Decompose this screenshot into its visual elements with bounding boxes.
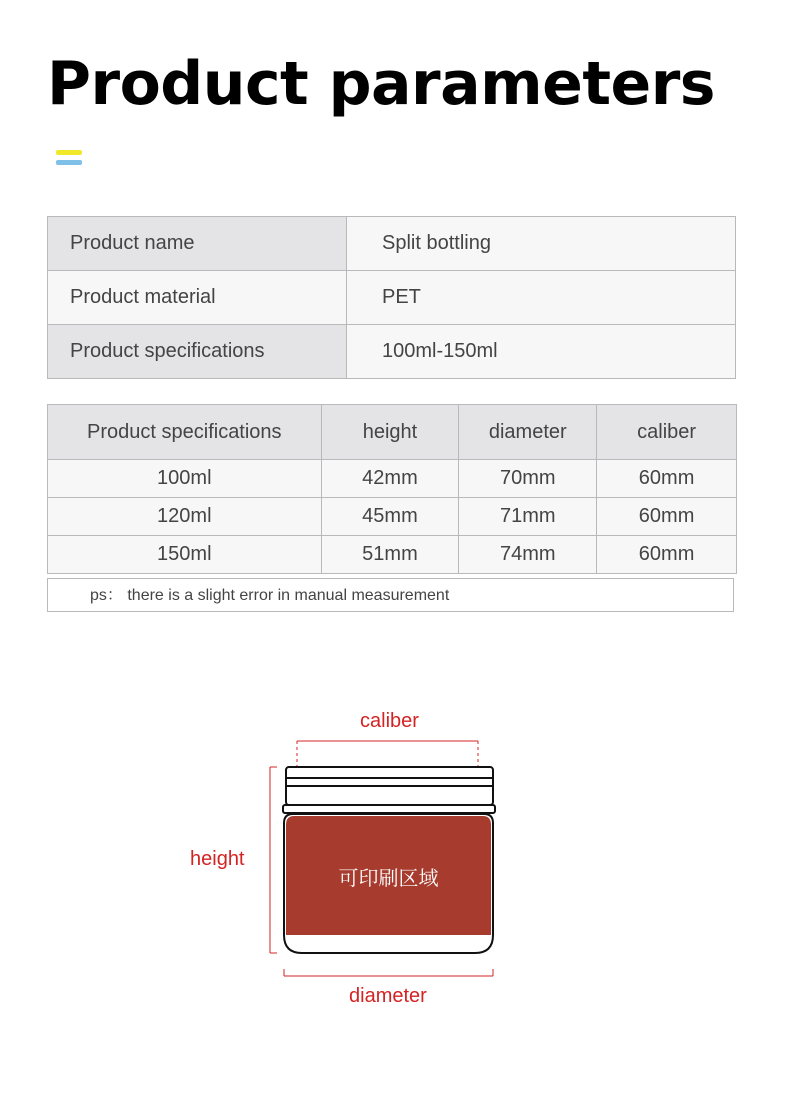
param-value: 100ml-150ml: [347, 325, 736, 379]
diameter-bracket: [284, 969, 493, 976]
table-cell: 74mm: [459, 536, 597, 574]
table-cell: 60mm: [597, 498, 737, 536]
height-bracket: [270, 767, 277, 953]
caliber-label: caliber: [360, 710, 419, 732]
param-label: Product specifications: [48, 325, 347, 379]
param-label: Product material: [48, 271, 347, 325]
param-value: PET: [347, 271, 736, 325]
table-cell: 42mm: [321, 460, 459, 498]
table-cell: 100ml: [48, 460, 322, 498]
column-header: Product specifications: [48, 405, 322, 460]
measurement-note: ps： there is a slight error in manual measurement: [47, 578, 734, 612]
print-area-label: 可印刷区域: [338, 866, 439, 890]
table-cell: 70mm: [459, 460, 597, 498]
table-cell: 60mm: [597, 460, 737, 498]
table-cell: 60mm: [597, 536, 737, 574]
jar-cap: [283, 767, 495, 813]
column-header: height: [321, 405, 459, 460]
column-header: diameter: [459, 405, 597, 460]
param-label: Product name: [48, 217, 347, 271]
param-value: Split bottling: [347, 217, 736, 271]
column-header: caliber: [597, 405, 737, 460]
table-cell: 120ml: [48, 498, 322, 536]
table-cell: 150ml: [48, 536, 322, 574]
table-cell: 45mm: [321, 498, 459, 536]
table-cell: 71mm: [459, 498, 597, 536]
page-title: Product parameters: [47, 49, 715, 119]
table-cell: 51mm: [321, 536, 459, 574]
diameter-label: diameter: [349, 985, 427, 1007]
height-label: height: [190, 848, 245, 870]
